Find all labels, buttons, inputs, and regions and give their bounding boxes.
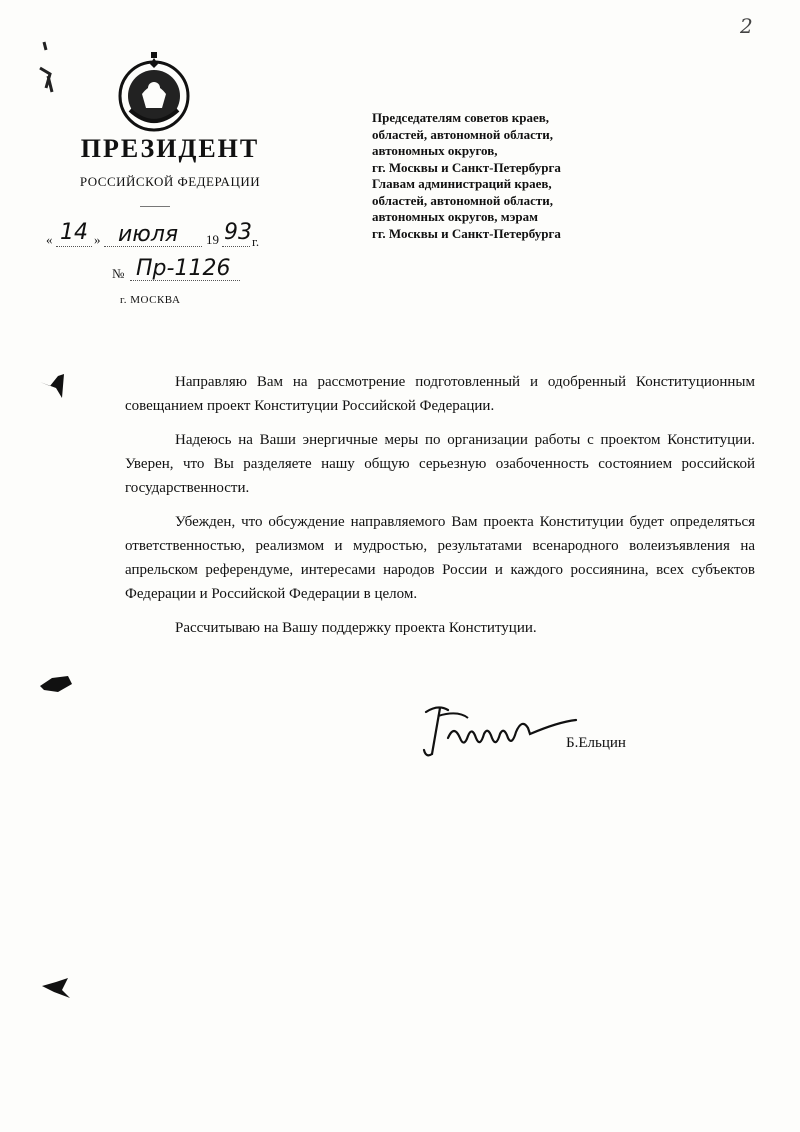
document-number xyxy=(112,258,282,288)
letterhead-subtitle: РОССИЙСКОЙ ФЕДЕРАЦИИ xyxy=(79,174,261,189)
addressee-block xyxy=(372,110,672,242)
number-value: Пр-1126 xyxy=(136,256,231,281)
addressee-line: областей, автономной области, xyxy=(372,126,553,142)
addressee-line: гг. Москвы и Санкт-Петербурга xyxy=(372,225,561,241)
body-paragraph: Надеюсь на Ваши энергичные меры по организации работы с проектом Конституции. Уверен, что Вы разделяете нашу общую серьезную озабоченность состоянием российской государственности. xyxy=(125,432,755,496)
state-emblem-icon xyxy=(112,48,196,134)
body-paragraph: Убежден, что обсуждение направляемого Вам проекта Конституции будет определяться ответственностью, реализмом и мудростью, результатами всенародного волеизъявления на апрельском референдуме, интересами народов России и каждого россиянина, всех субъектов Федерации и Российской Федерации в целом. xyxy=(125,514,755,602)
handwritten-signature-icon xyxy=(418,698,578,768)
letterhead-title: ПРЕЗИДЕНТ xyxy=(80,134,260,163)
date-day: 14 xyxy=(60,220,88,245)
date-open-quote: « xyxy=(46,232,53,247)
hole-punch-mark-icon xyxy=(38,368,72,402)
hole-punch-mark-icon xyxy=(36,40,60,100)
addressee-line: Председателям советов краев, xyxy=(372,110,550,125)
date-close-quote: » xyxy=(94,232,101,247)
date-year-abbr: г. xyxy=(252,234,260,249)
addressee-line: гг. Москвы и Санкт-Петербурга xyxy=(372,159,561,175)
letter-body xyxy=(125,370,755,650)
signer-name: Б.Ельцин xyxy=(566,735,626,751)
date-month: июля xyxy=(118,222,179,247)
addressee-line: областей, автономной области, xyxy=(372,192,553,208)
addressee-line: Главам администраций краев, xyxy=(372,176,552,191)
addressee-line: автономных округов, xyxy=(372,143,498,158)
body-paragraph: Направляю Вам на рассмотрение подготовленный и одобренный Конституционным совещанием проект Конституции Российской Федерации. xyxy=(125,374,755,414)
date-year-prefix: 19 xyxy=(206,232,219,247)
addressee-line: автономных округов, мэрам xyxy=(372,209,538,224)
document-date xyxy=(46,220,286,256)
hole-punch-mark-icon xyxy=(40,976,74,1000)
number-label: № xyxy=(112,266,125,281)
folio-number: 2 xyxy=(740,14,753,38)
body-paragraph: Рассчитываю на Вашу поддержку проекта Конституции. xyxy=(175,620,537,636)
city-label: г. МОСКВА xyxy=(120,294,181,306)
date-year-suffix: 93 xyxy=(224,220,252,245)
hole-punch-mark-icon xyxy=(38,672,74,698)
divider xyxy=(140,206,170,207)
